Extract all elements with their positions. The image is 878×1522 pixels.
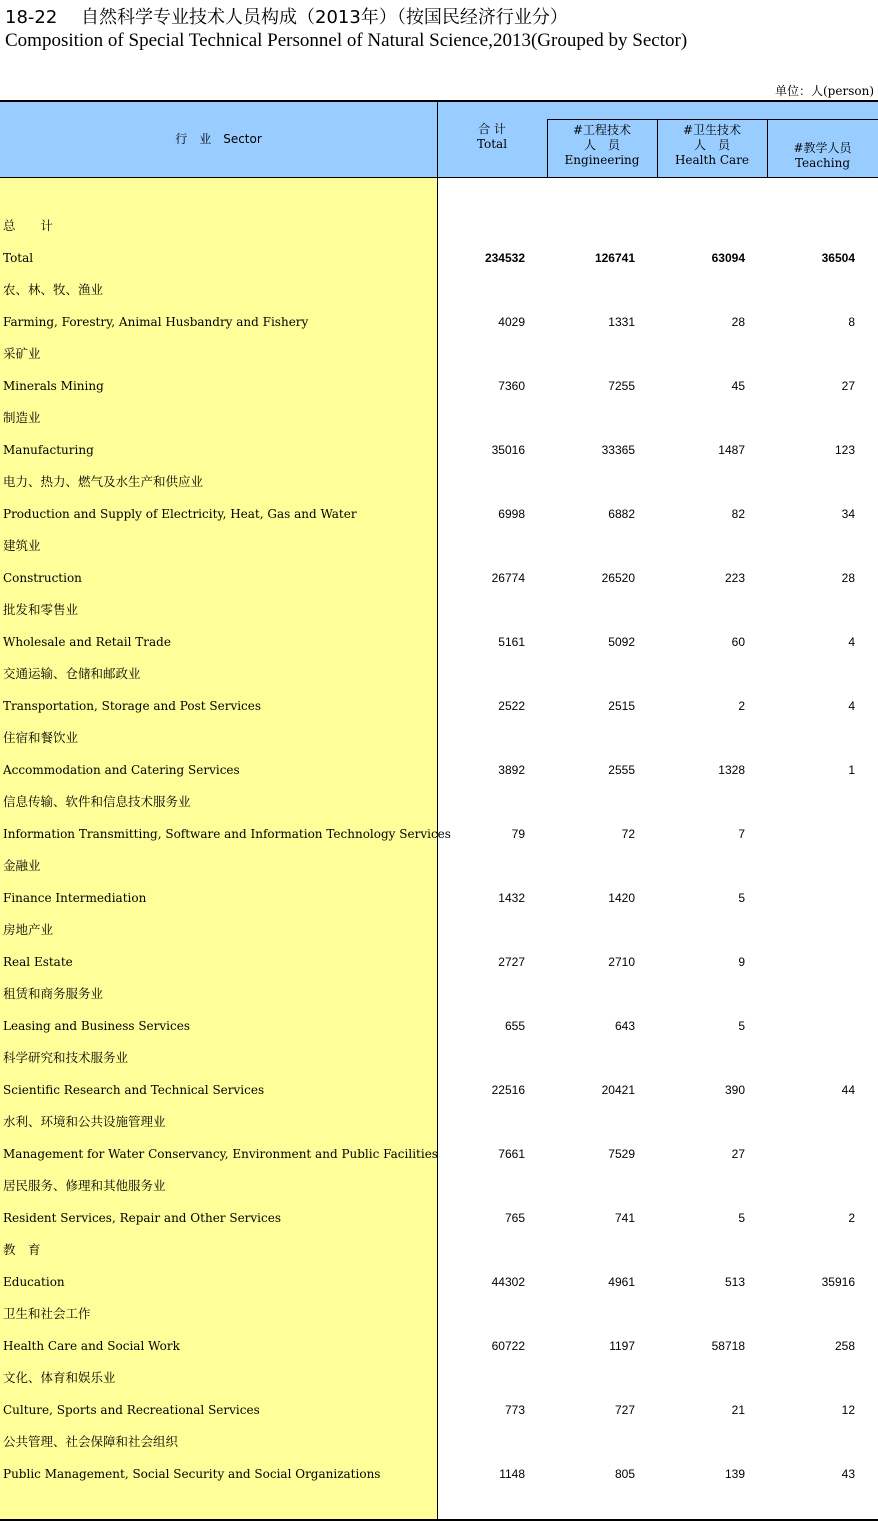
sector-name-chinese: 住宿和餐饮业 bbox=[3, 730, 79, 745]
cell-health-care: 9 bbox=[738, 955, 745, 969]
cell-health-care: 82 bbox=[731, 507, 745, 521]
sector-name-english: Resident Services, Repair and Other Services bbox=[3, 1211, 282, 1225]
cell-engineering: 643 bbox=[614, 1019, 635, 1033]
cell-engineering: 727 bbox=[614, 1403, 635, 1417]
sector-name-chinese: 总 计 bbox=[3, 218, 54, 233]
sector-name-chinese: 信息传输、软件和信息技术服务业 bbox=[3, 794, 191, 809]
cell-engineering: 805 bbox=[614, 1467, 635, 1481]
cell-teaching: 43 bbox=[841, 1467, 855, 1481]
cell-engineering: 5092 bbox=[608, 635, 635, 649]
cell-total: 5161 bbox=[498, 635, 525, 649]
sector-name-english: Scientific Research and Technical Services bbox=[3, 1083, 265, 1097]
cell-teaching: 34 bbox=[841, 507, 855, 521]
sector-name-chinese: 公共管理、社会保障和社会组织 bbox=[3, 1434, 179, 1449]
cell-total: 7661 bbox=[498, 1147, 525, 1161]
header-engineering: #工程技术 人 员 Engineering bbox=[564, 123, 640, 167]
sector-name-english: Accommodation and Catering Services bbox=[3, 763, 240, 777]
cell-health-care: 21 bbox=[731, 1403, 745, 1417]
cell-total: 4029 bbox=[498, 315, 525, 329]
cell-health-care: 390 bbox=[724, 1083, 745, 1097]
cell-total: 26774 bbox=[491, 571, 525, 585]
sector-name-english: Construction bbox=[3, 571, 82, 585]
cell-total: 35016 bbox=[491, 443, 525, 457]
cell-engineering: 6882 bbox=[608, 507, 635, 521]
sector-name-chinese: 采矿业 bbox=[3, 346, 41, 361]
cell-health-care: 1487 bbox=[718, 443, 745, 457]
sector-name-english: Farming, Forestry, Animal Husbandry and Fishery bbox=[3, 315, 309, 329]
cell-total: 1148 bbox=[499, 1467, 525, 1481]
sector-name-english: Management for Water Conservancy, Environment and Public Facilities bbox=[3, 1147, 438, 1161]
cell-total: 60722 bbox=[491, 1339, 525, 1353]
sector-name-english: Transportation, Storage and Post Services bbox=[3, 699, 262, 713]
sector-name-english: Culture, Sports and Recreational Services bbox=[3, 1403, 260, 1417]
cell-total: 7360 bbox=[498, 379, 525, 393]
cell-total: 2522 bbox=[498, 699, 525, 713]
cell-teaching: 2 bbox=[848, 1211, 855, 1225]
cell-health-care: 58718 bbox=[711, 1339, 745, 1353]
cell-health-care: 63094 bbox=[711, 251, 745, 265]
cell-total: 44302 bbox=[491, 1275, 525, 1289]
subheader-top-border bbox=[547, 119, 878, 120]
cell-total: 773 bbox=[504, 1403, 525, 1417]
cell-health-care: 7 bbox=[738, 827, 745, 841]
cell-engineering: 1420 bbox=[608, 891, 635, 905]
cell-health-care: 45 bbox=[731, 379, 745, 393]
sector-name-chinese: 居民服务、修理和其他服务业 bbox=[3, 1178, 166, 1193]
cell-engineering: 1331 bbox=[608, 315, 635, 329]
cell-total: 765 bbox=[504, 1211, 525, 1225]
cell-health-care: 28 bbox=[731, 315, 745, 329]
sector-name-english: Real Estate bbox=[3, 955, 73, 969]
sector-name-english: Finance Intermediation bbox=[3, 891, 147, 905]
cell-engineering: 741 bbox=[614, 1211, 635, 1225]
cell-teaching: 258 bbox=[834, 1339, 855, 1353]
sector-name-english: Leasing and Business Services bbox=[3, 1019, 190, 1033]
cell-engineering: 1197 bbox=[609, 1339, 635, 1353]
cell-teaching: 35916 bbox=[821, 1275, 855, 1289]
cell-engineering: 20421 bbox=[601, 1083, 635, 1097]
cell-health-care: 139 bbox=[724, 1467, 745, 1481]
sector-name-english: Wholesale and Retail Trade bbox=[3, 635, 171, 649]
cell-engineering: 7255 bbox=[608, 379, 635, 393]
cell-total: 234532 bbox=[484, 251, 525, 265]
cell-health-care: 223 bbox=[724, 571, 745, 585]
cell-health-care: 27 bbox=[731, 1147, 745, 1161]
sector-name-chinese: 交通运输、仓储和邮政业 bbox=[3, 666, 141, 681]
sector-name-chinese: 租赁和商务服务业 bbox=[3, 986, 104, 1001]
sector-name-chinese: 卫生和社会工作 bbox=[3, 1306, 91, 1321]
cell-teaching: 4 bbox=[848, 635, 855, 649]
sector-name-english: Production and Supply of Electricity, Heat, Gas and Water bbox=[3, 507, 357, 521]
header-teaching: #教学人员 Teaching bbox=[793, 141, 852, 170]
table-title-english: Composition of Special Technical Personnel of Natural Science,2013(Grouped by Sector) bbox=[5, 30, 688, 51]
sector-name-chinese: 房地产业 bbox=[3, 922, 54, 937]
cell-engineering: 7529 bbox=[608, 1147, 635, 1161]
sector-name-chinese: 科学研究和技术服务业 bbox=[3, 1050, 129, 1065]
cell-health-care: 2 bbox=[738, 699, 745, 713]
cell-engineering: 72 bbox=[621, 827, 635, 841]
cell-total: 3892 bbox=[498, 763, 525, 777]
sector-name-english: Minerals Mining bbox=[3, 379, 104, 393]
cell-total: 79 bbox=[511, 827, 525, 841]
table-bottom-border bbox=[0, 1519, 878, 1521]
header-total: 合 计 Total bbox=[476, 122, 508, 151]
cell-total: 22516 bbox=[491, 1083, 525, 1097]
sector-name-english: Information Transmitting, Software and Information Technology Services bbox=[3, 827, 451, 841]
header-bottom-border bbox=[0, 177, 878, 178]
cell-teaching: 123 bbox=[834, 443, 855, 457]
cell-health-care: 5 bbox=[738, 1211, 745, 1225]
header-sector: 行 业 Sector bbox=[175, 132, 262, 146]
sector-name-english: Public Management, Social Security and Social Organizations bbox=[3, 1467, 381, 1481]
cell-total: 1432 bbox=[498, 891, 525, 905]
sector-name-english: Manufacturing bbox=[3, 443, 94, 457]
cell-teaching: 12 bbox=[841, 1403, 855, 1417]
cell-health-care: 513 bbox=[724, 1275, 745, 1289]
cell-engineering: 2515 bbox=[608, 699, 635, 713]
cell-engineering: 33365 bbox=[601, 443, 635, 457]
cell-engineering: 126741 bbox=[594, 251, 635, 265]
sector-name-chinese: 制造业 bbox=[3, 410, 41, 425]
sector-name-english: Health Care and Social Work bbox=[3, 1339, 180, 1353]
cell-health-care: 60 bbox=[731, 635, 745, 649]
cell-teaching: 36504 bbox=[821, 251, 855, 265]
cell-health-care: 1328 bbox=[718, 763, 745, 777]
cell-teaching: 44 bbox=[841, 1083, 855, 1097]
cell-engineering: 4961 bbox=[608, 1275, 635, 1289]
header-health-care: #卫生技术 人 员 Health Care bbox=[674, 123, 750, 167]
cell-health-care: 5 bbox=[738, 891, 745, 905]
cell-engineering: 2555 bbox=[608, 763, 635, 777]
sector-name-chinese: 电力、热力、燃气及水生产和供应业 bbox=[3, 474, 204, 489]
sector-name-chinese: 水利、环境和公共设施管理业 bbox=[3, 1114, 166, 1129]
cell-health-care: 5 bbox=[738, 1019, 745, 1033]
sector-name-english: Education bbox=[3, 1275, 65, 1289]
cell-teaching: 1 bbox=[848, 763, 855, 777]
sector-name-english: Total bbox=[3, 251, 34, 265]
cell-engineering: 2710 bbox=[608, 955, 635, 969]
sector-name-chinese: 建筑业 bbox=[3, 538, 41, 553]
cell-teaching: 8 bbox=[848, 315, 855, 329]
cell-total: 2727 bbox=[498, 955, 525, 969]
unit-label: 单位：人(person) bbox=[775, 84, 874, 98]
cell-teaching: 27 bbox=[841, 379, 855, 393]
cell-total: 6998 bbox=[498, 507, 525, 521]
sector-name-chinese: 金融业 bbox=[3, 858, 41, 873]
table-title-chinese: 18-22 自然科学专业技术人员构成（2013年）（按国民经济行业分） bbox=[5, 7, 568, 28]
sector-name-chinese: 批发和零售业 bbox=[3, 602, 79, 617]
cell-teaching: 4 bbox=[848, 699, 855, 713]
sector-name-chinese: 农、林、牧、渔业 bbox=[3, 282, 104, 297]
sector-name-chinese: 教 育 bbox=[3, 1242, 41, 1257]
cell-engineering: 26520 bbox=[601, 571, 635, 585]
sector-name-chinese: 文化、体育和娱乐业 bbox=[3, 1370, 116, 1385]
cell-teaching: 28 bbox=[841, 571, 855, 585]
cell-total: 655 bbox=[504, 1019, 525, 1033]
